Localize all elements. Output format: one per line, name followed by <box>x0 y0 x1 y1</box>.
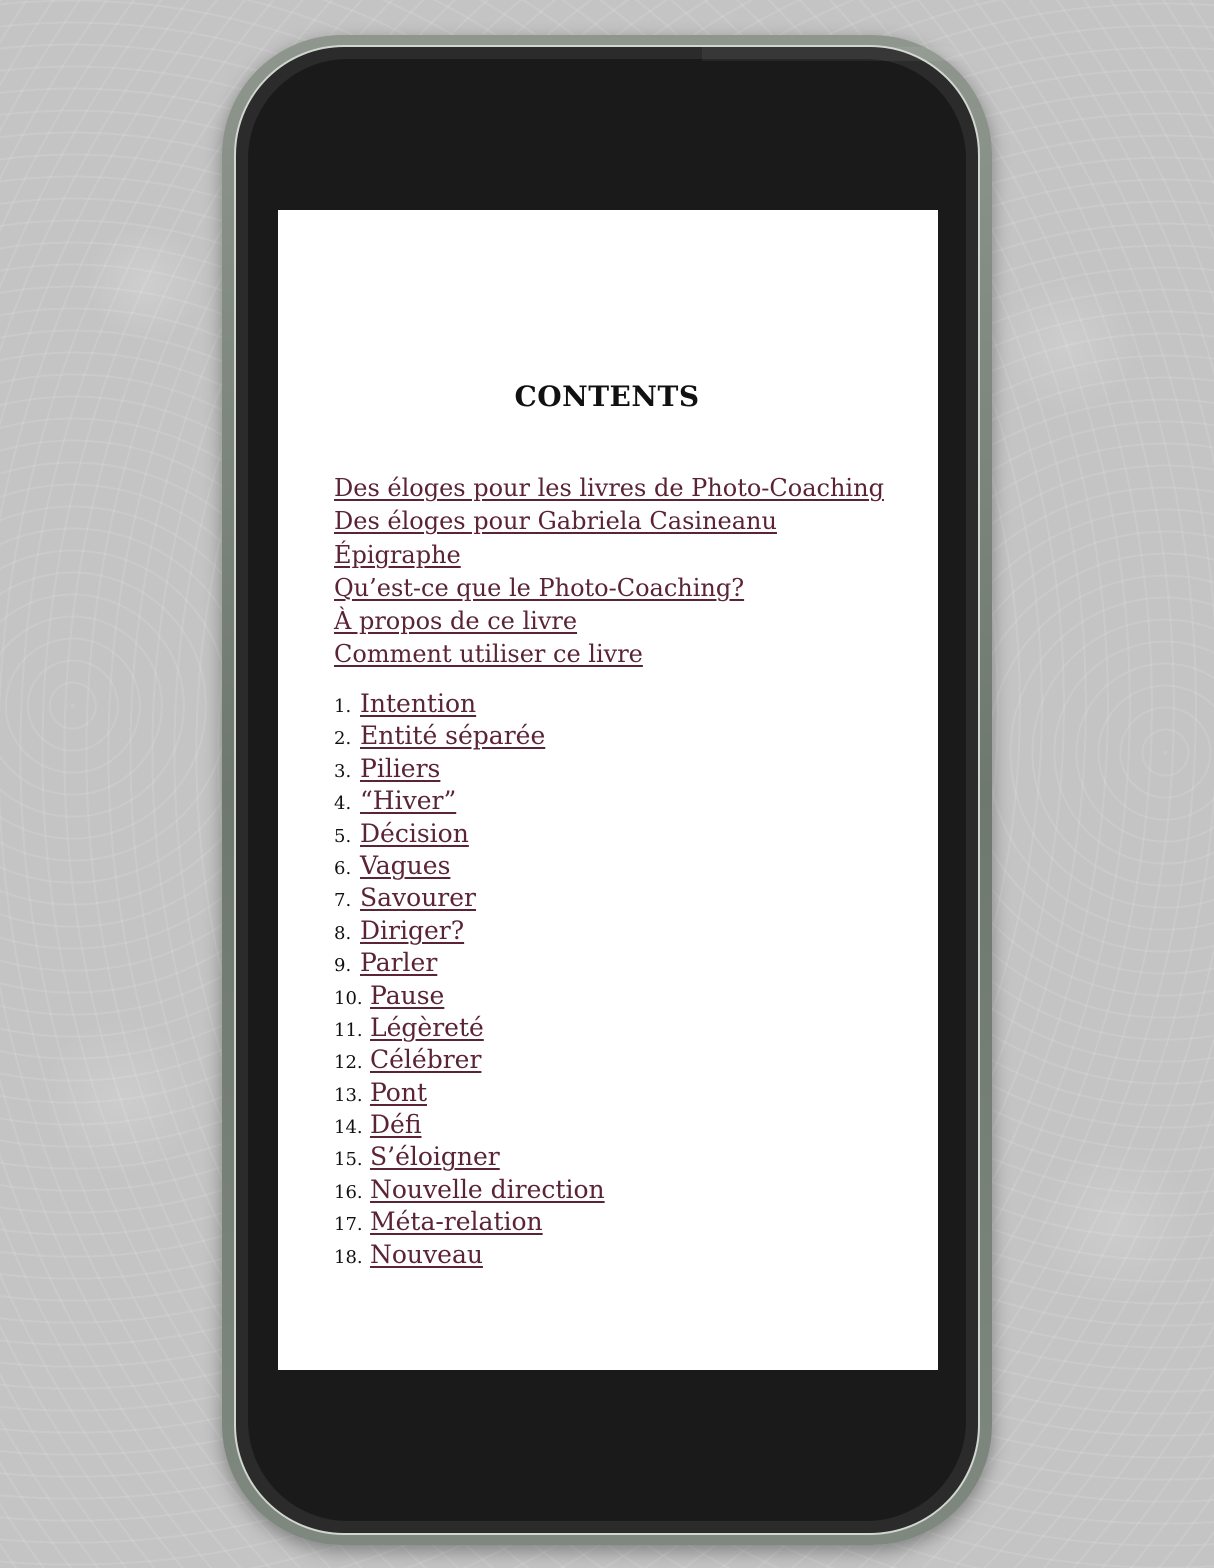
front-matter-item <box>334 471 884 504</box>
chapter-link[interactable]: Défi <box>370 1110 422 1140</box>
chapter-number: 4. <box>334 793 352 815</box>
chapter-item <box>334 1109 605 1141</box>
front-matter-link-a-propos[interactable]: À propos de ce livre <box>334 607 578 636</box>
chapter-number: 9. <box>334 955 352 977</box>
chapter-number: 5. <box>334 825 352 847</box>
chapter-item <box>334 947 605 979</box>
front-matter-link-epigraphe[interactable]: Épigraphe <box>334 540 461 569</box>
chapter-link[interactable]: Savourer <box>360 883 477 913</box>
front-matter-item <box>334 538 884 571</box>
chapter-number: 2. <box>334 728 352 750</box>
chapter-number: 15. <box>334 1149 363 1171</box>
front-matter-link-photo-coaching[interactable]: Qu’est-ce que le Photo-Coaching? <box>334 573 745 602</box>
front-matter-item <box>334 604 884 637</box>
chapter-item <box>334 818 605 850</box>
chapter-link[interactable]: Légèreté <box>370 1012 484 1042</box>
chapter-item <box>334 1044 605 1076</box>
front-matter-list <box>334 471 884 671</box>
chapter-item <box>334 1206 605 1238</box>
chapter-item <box>334 1077 605 1109</box>
chapter-item <box>334 1012 605 1044</box>
chapter-item <box>334 915 605 947</box>
chapter-link[interactable]: Décision <box>360 818 469 848</box>
chapter-link[interactable]: Intention <box>360 689 477 718</box>
chapter-number: 17. <box>334 1214 363 1236</box>
chapter-number: 12. <box>334 1052 363 1074</box>
chapter-number: 10. <box>334 987 363 1009</box>
chapter-number: 11. <box>334 1019 363 1041</box>
chapter-link[interactable]: Vagues <box>360 850 451 880</box>
chapter-number: 6. <box>334 857 352 879</box>
chapter-number: 16. <box>334 1181 363 1203</box>
chapter-link[interactable]: S’éloigner <box>370 1142 500 1172</box>
front-matter-item <box>334 637 884 670</box>
toc-title: CONTENTS <box>514 380 700 413</box>
chapter-list <box>334 688 605 1271</box>
front-matter-item <box>334 571 884 604</box>
chapter-item <box>334 1174 605 1206</box>
phone-highlight <box>702 47 962 61</box>
front-matter-link-eloges-livres[interactable]: Des éloges pour les livres de Photo-Coaching <box>334 474 884 502</box>
chapter-number: 8. <box>334 922 352 944</box>
front-matter-link-eloges-auteur[interactable]: Des éloges pour Gabriela Casineanu <box>334 507 777 536</box>
chapter-item <box>334 882 605 914</box>
chapter-item <box>334 980 605 1012</box>
chapter-item <box>334 720 605 752</box>
chapter-link[interactable]: Nouvelle direction <box>370 1174 605 1204</box>
chapter-number: 13. <box>334 1084 363 1106</box>
chapter-number: 1. <box>334 696 352 717</box>
chapter-link[interactable]: Diriger? <box>360 915 465 945</box>
chapter-link[interactable]: Nouveau <box>370 1239 483 1269</box>
chapter-number: 3. <box>334 760 352 782</box>
chapter-link[interactable]: Pont <box>370 1077 428 1107</box>
chapter-number: 14. <box>334 1117 363 1139</box>
chapter-link[interactable]: Pause <box>370 980 445 1010</box>
front-matter-item <box>334 504 884 537</box>
chapter-link[interactable]: “Hiver” <box>360 786 457 816</box>
front-matter-link-comment-utiliser[interactable]: Comment utiliser ce livre <box>334 640 643 669</box>
chapter-number: 7. <box>334 890 352 912</box>
chapter-number: 18. <box>334 1246 363 1268</box>
chapter-link[interactable]: Célébrer <box>370 1045 482 1075</box>
chapter-link[interactable]: Piliers <box>360 753 441 783</box>
chapter-item <box>334 1239 605 1271</box>
chapter-link[interactable]: Entité séparée <box>360 721 546 751</box>
chapter-item <box>334 785 605 817</box>
chapter-item <box>334 688 605 720</box>
chapter-link[interactable]: Méta-relation <box>370 1207 543 1237</box>
chapter-item <box>334 753 605 785</box>
chapter-item <box>334 1141 605 1173</box>
chapter-item <box>334 850 605 882</box>
chapter-link[interactable]: Parler <box>360 948 438 978</box>
